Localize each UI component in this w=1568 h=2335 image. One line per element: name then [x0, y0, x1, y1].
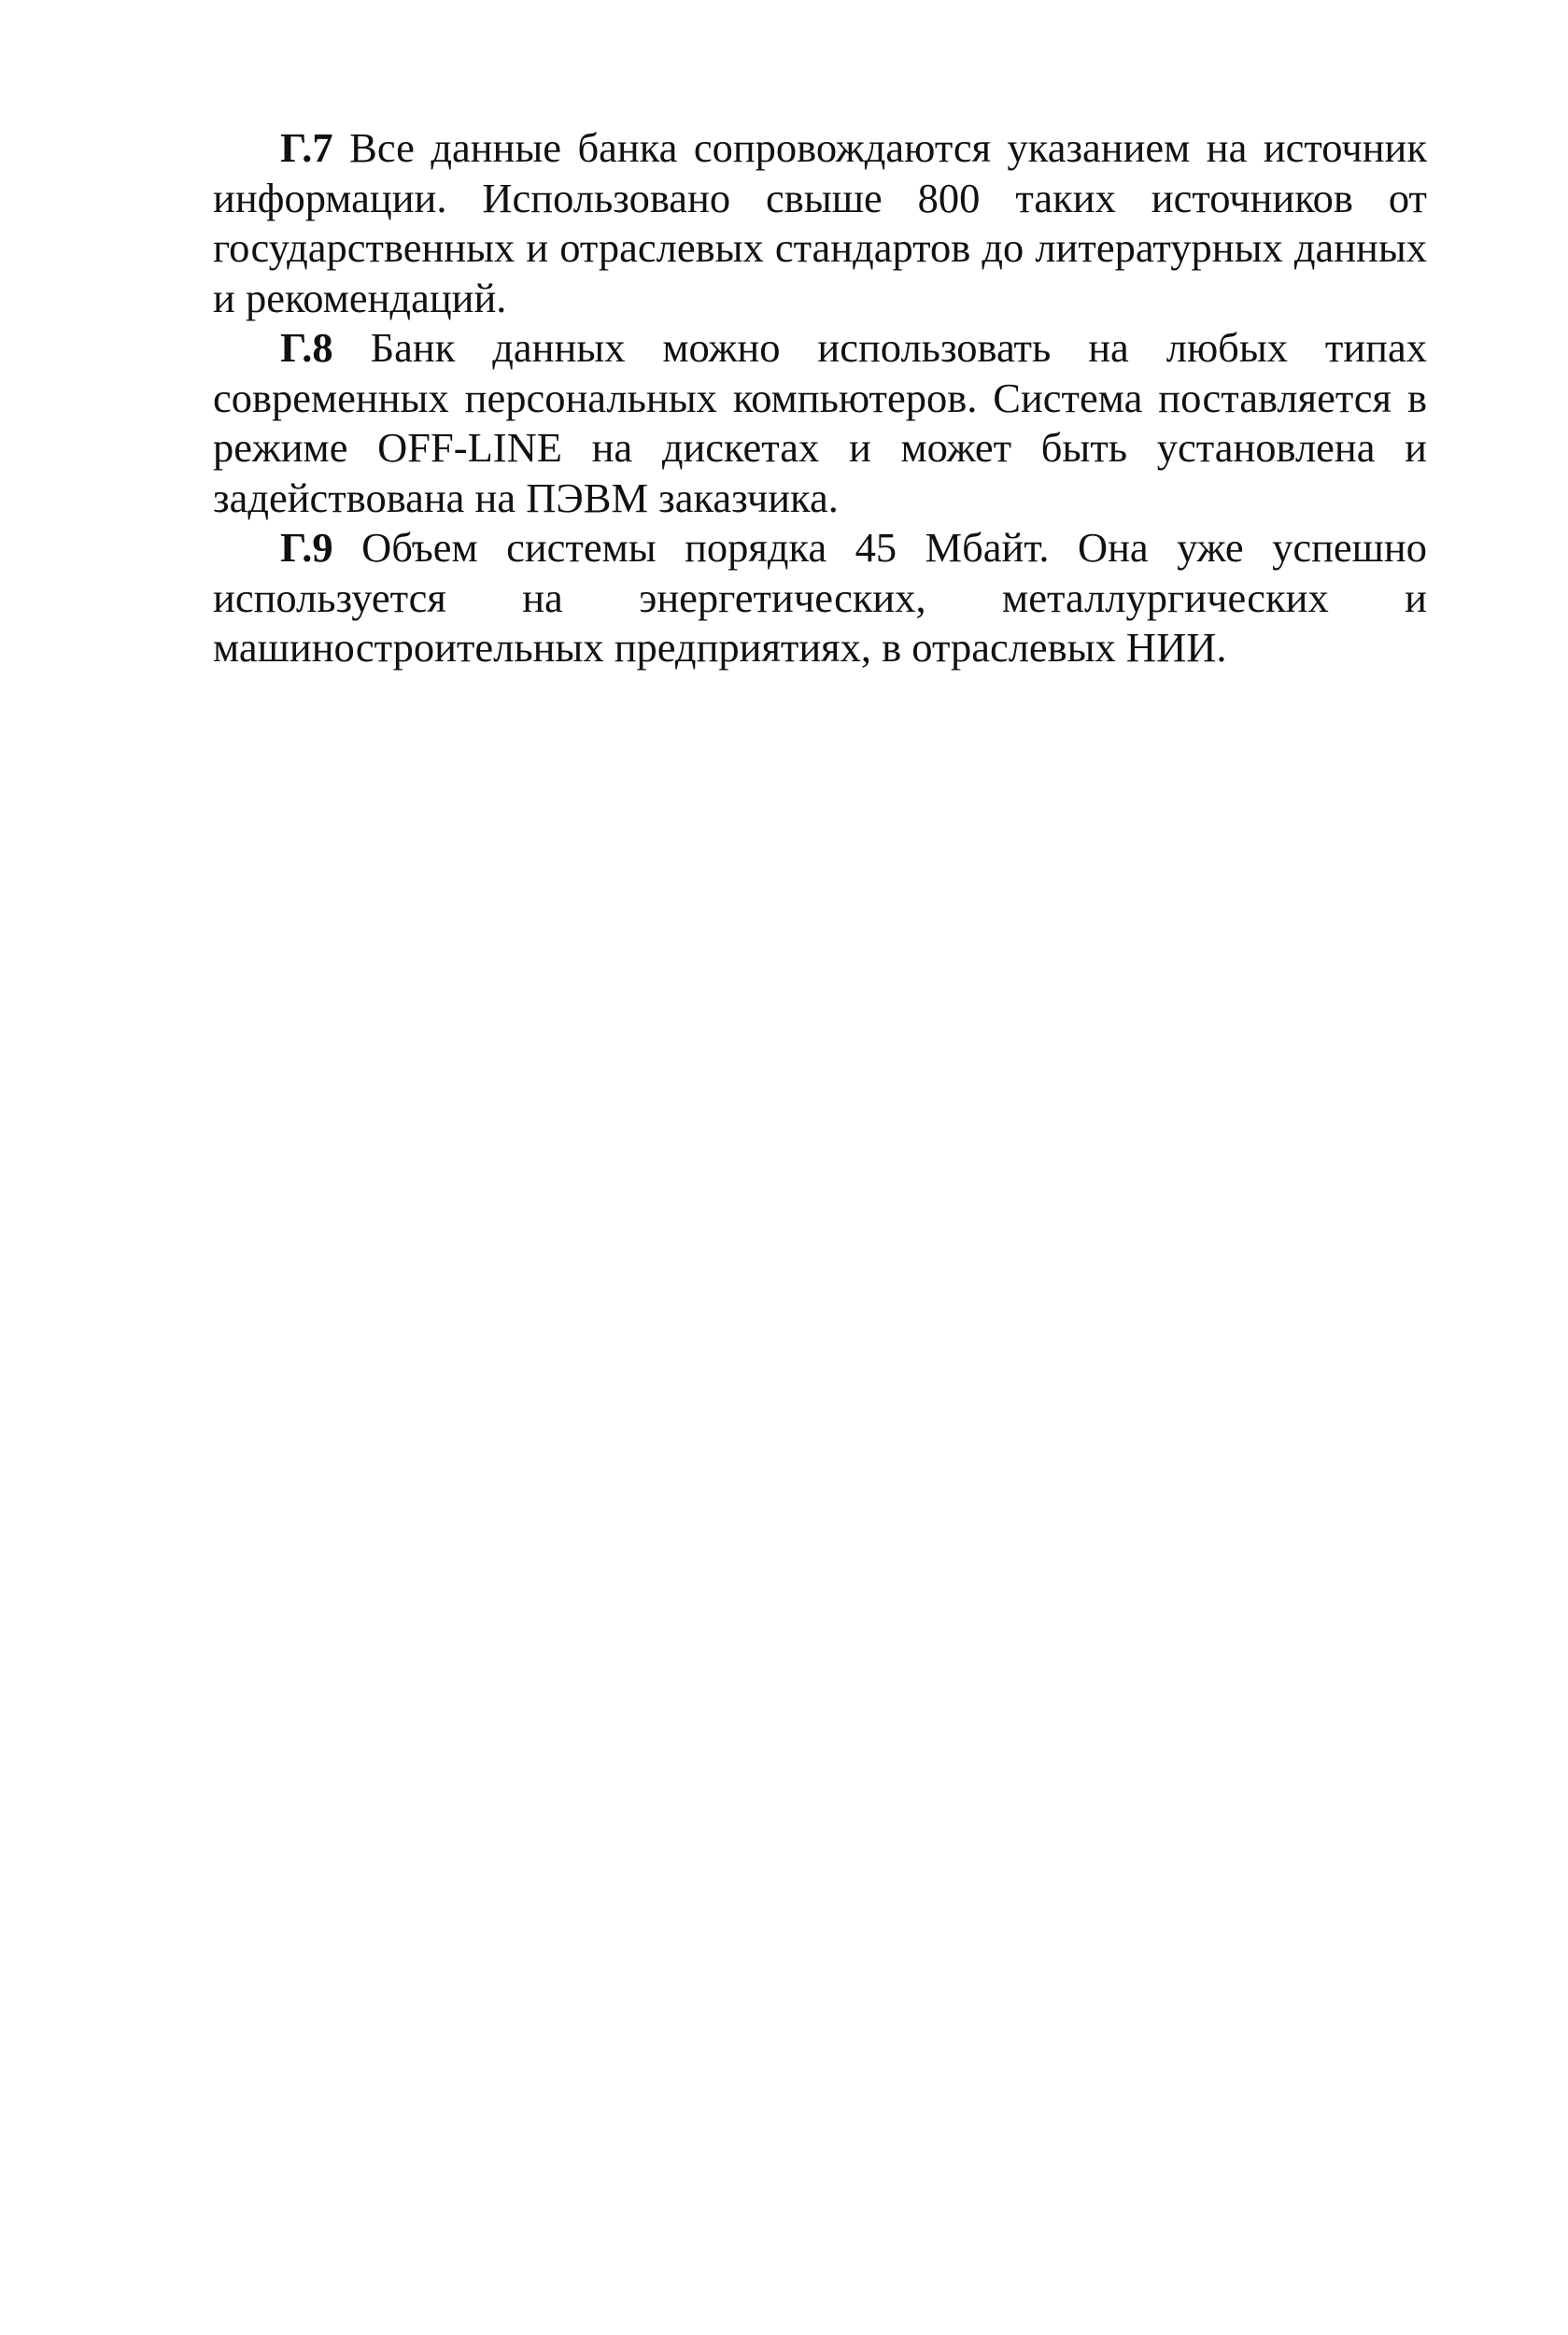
paragraph-g7	[213, 123, 1427, 323]
body-text	[213, 123, 1427, 673]
paragraph-number: Г.7	[280, 124, 333, 171]
paragraph-number: Г.9	[280, 524, 333, 571]
paragraph-text: Объем системы порядка 45 Мбайт. Она уже успешно используется на энергетических, металлургических и машиностроительных предприятиях, в отраслевых НИИ.	[213, 524, 1427, 671]
paragraph-g8	[213, 323, 1427, 523]
paragraph-text: Банк данных можно использовать на любых типах современных персональных компьютеров. Система поставляется в режиме OFF-LINE на дискетах и может быть установлена и задействована на ПЭВМ заказчика.	[213, 324, 1427, 521]
paragraph-g9	[213, 523, 1427, 673]
paragraph-number: Г.8	[280, 324, 333, 371]
paragraph-text: Все данные банка сопровождаются указанием на источник информации. Использовано свыше 800 таких источников от государственных и отраслевых стандартов до литературных данных и рекомендаций.	[213, 124, 1427, 321]
